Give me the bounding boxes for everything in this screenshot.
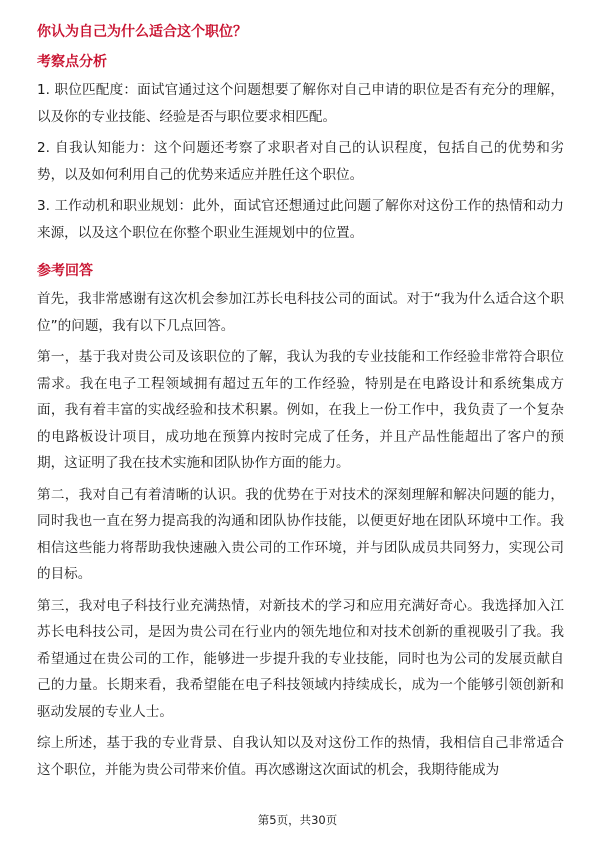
answer-paragraph: 第三，我对电子科技行业充满热情，对新技术的学习和应用充满好奇心。我选择加入江苏长电科技公司，是因为贵公司在行业内的领先地位和对技术创新的重视吸引了我。我希望通过在贵公司的工作，能够进一步提升我的专业技能，同时也为公司的发展贡献自己的力量。长期来看，我希望能在电子科技领域内持续成长，成为一个能够引领创新和驱动发展的专业人士。 (37, 597, 564, 720)
answer-paragraph: 首先，我非常感谢有这次机会参加江苏长电科技公司的面试。对于“我为什么适合这个职位”的问题，我有以下几点回答。 (37, 291, 564, 334)
page-number: 第5页，共30页 (257, 813, 338, 827)
answer-heading: 参考回答 (37, 263, 93, 279)
answer-paragraph: 第一，基于我对贵公司及该职位的了解，我认为我的专业技能和工作经验非常符合职位需求。我在电子工程领域拥有超过五年的工作经验，特别是在电路设计和系统集成方面，我有着丰富的实战经验和技术积累。例如，在我上一份工作中，我负责了一个复杂的电路板设计项目，成功地在预算内按时完成了任务，并且产品性能超出了客户的预期，这证明了我在技术实施和团队协作方面的能力。 (37, 349, 564, 471)
analysis-heading: 考察点分析 (37, 54, 107, 70)
analysis-point: 1. 职位匹配度：面试官通过这个问题想要了解你对自己申请的职位是否有充分的理解，以及你的专业技能、经验是否与职位要求相匹配。 (37, 82, 564, 125)
analysis-point: 2. 自我认知能力：这个问题还考察了求职者对自己的认识程度，包括自己的优势和劣势，以及如何利用自己的优势来适应并胜任这个职位。 (37, 140, 564, 183)
document-content (37, 22, 564, 788)
analysis-point: 3. 工作动机和职业规划：此外，面试官还想通过此问题了解你对这份工作的热情和动力来源，以及这个职位在你整个职业生涯规划中的位置。 (37, 198, 564, 241)
answer-paragraph: 第二，我对自己有着清晰的认识。我的优势在于对技术的深刻理解和解决问题的能力，同时我也一直在努力提高我的沟通和团队协作技能，以便更好地在团队环境中工作。我相信这些能力将帮助我快速融入贵公司的工作环境，并与团队成员共同努力，实现公司的目标。 (37, 486, 564, 582)
answer-paragraph: 综上所述，基于我的专业背景、自我认知以及对这份工作的热情，我相信自己非常适合这个职位，并能为贵公司带来价值。再次感谢这次面试的机会，我期待能成为 (37, 735, 564, 778)
question-title: 你认为自己为什么适合这个职位？ (37, 24, 247, 40)
